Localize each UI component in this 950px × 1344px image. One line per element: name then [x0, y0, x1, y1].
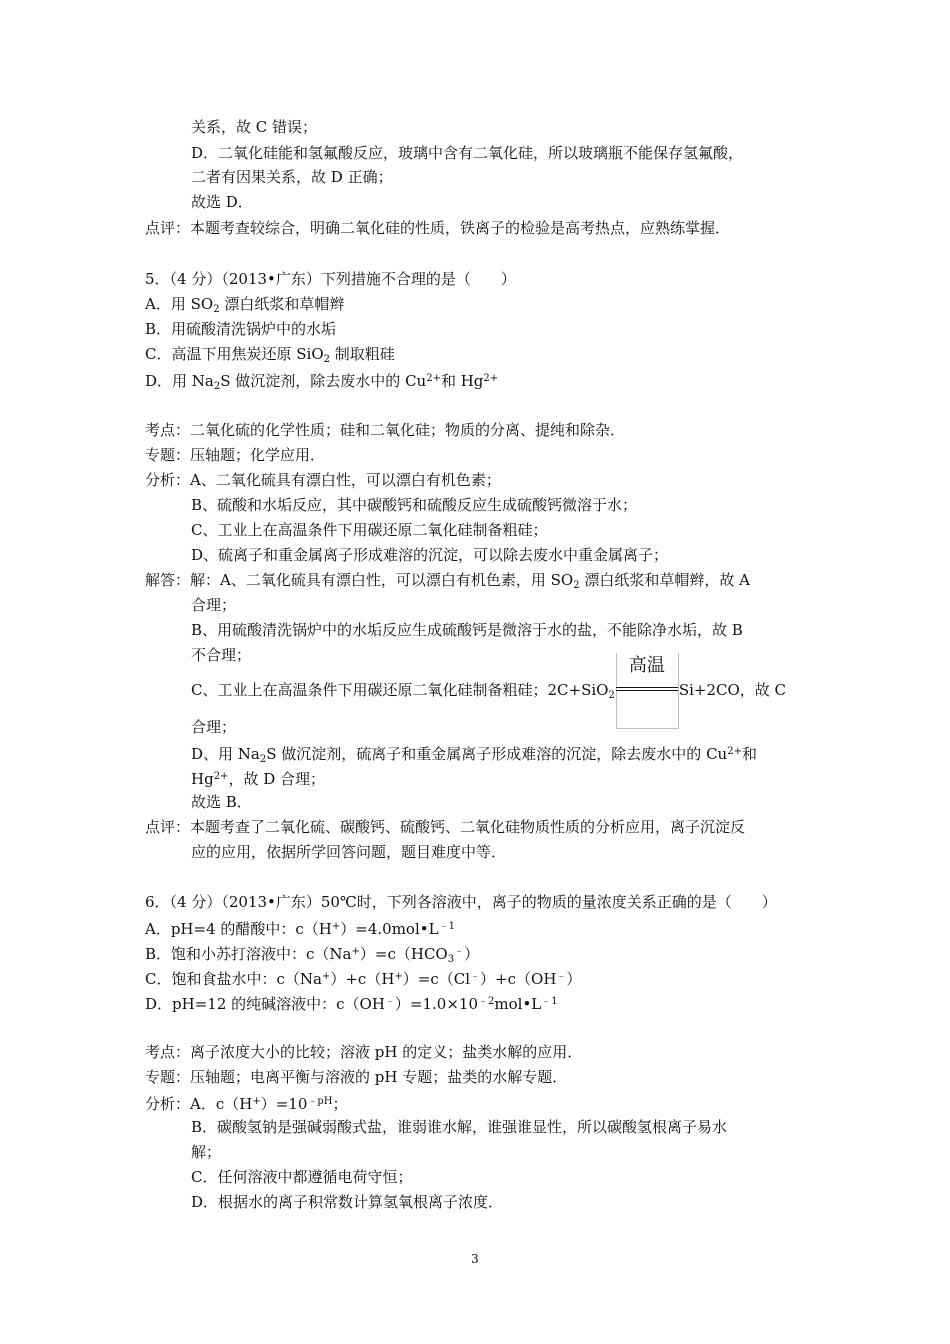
answer-line: 不合理；: [191, 646, 252, 664]
question-stem: 5．（4 分）（2013•广东）下列措施不合理的是（ ）: [145, 270, 516, 288]
kaodian-line: 考点：离子浓度大小的比较；溶液 pH 的定义；盐类水解的应用．: [145, 1043, 583, 1061]
reaction-condition: [616, 655, 678, 699]
analysis-line: 分析：A．$c(H^+)=10^{﹣pH}$；: [145, 1095, 348, 1113]
option-b: B．用硫酸清洗锅炉中的水垢: [145, 320, 337, 338]
answer-equation-line: C、工业上在高温条件下用碳还原二氧化硅制备粗硅；2C+SiO$_2$ 高温 Si+2CO，故 C: [191, 681, 812, 705]
option-d: D．用 $Na_2S$ 做沉淀剂，除去废水中的 $Cu^{2+}$和 $Hg^{2+}$: [145, 372, 499, 392]
option-a: A．pH=4 的醋酸中：$c(H^+)=4.0mol•L^{﹣1}$: [145, 920, 455, 938]
option-b: B．饱和小苏打溶液中：$c(Na^+)=c(HCO_3^﹣)$: [145, 945, 480, 965]
analysis-line: 分析：A、二氧化硫具有漂白性，可以漂白有机色素；: [145, 471, 501, 489]
analysis-line: D、硫离子和重金属离子形成难溶的沉淀，可以除去废水中重金属离子；: [191, 546, 669, 564]
answer-line: 解答：解：A、二氧化硫具有漂白性，可以漂白有机色素，用 $SO_2$ 漂白纸浆和草帽辫，故 A: [145, 571, 750, 591]
zhuanti-line: 专题：压轴题；电离平衡与溶液的 pH 专题；盐类的水解专题．: [145, 1068, 568, 1086]
answer-line: D、用 $Na_2S$ 做沉淀剂，硫离子和重金属离子形成难溶的沉淀，除去废水中的 $Cu^{2+}$和: [191, 745, 757, 765]
text-line: 关系，故 C 错误；: [191, 118, 318, 136]
text-line: 故选 D．: [191, 193, 253, 211]
option-a: A．用 $SO_2$ 漂白纸浆和草帽辫: [145, 295, 345, 315]
analysis-line: B、硫酸和水垢反应，其中碳酸钙和硫酸反应生成硫酸钙微溶于水；: [191, 496, 638, 514]
analysis-line: C、工业上在高温条件下用碳还原二氧化硅制备粗硅；: [191, 521, 548, 539]
option-d: D．pH=12 的纯碱溶液中：$c(OH^﹣)=1.0\times 10^{﹣2}mol•L^{﹣1}$: [145, 995, 558, 1013]
reaction-condition-label: 高温: [628, 655, 665, 676]
answer-line: 合理；: [191, 596, 237, 614]
analysis-line: C．任何溶液中都遵循电荷守恒；: [191, 1168, 413, 1186]
analysis-line: B．碳酸氢钠是强碱弱酸式盐，谁弱谁水解，谁强谁显性，所以碳酸氢根离子易水: [191, 1118, 728, 1136]
comment-line: 点评：本题考查较综合，明确二氧化硅的性质，铁离子的检验是高考热点，应熟练掌握．: [145, 219, 731, 237]
question-stem: 6．（4 分）（2013•广东）50℃时，下列各溶液中，离子的物质的量浓度关系正确的是（ ）: [145, 893, 777, 911]
page-number: 3: [471, 1252, 479, 1266]
option-c: C．饱和食盐水中：c（Na+）+c（H+）=c（Cl﹣）+c（OH﹣）: [145, 970, 582, 988]
text-line: 二者有因果关系，故 D 正确；: [191, 168, 393, 186]
option-c: C．高温下用焦炭还原 SiO$_2$ 制取粗硅: [145, 345, 395, 365]
answer-line: 故选 B．: [191, 793, 252, 811]
kaodian-line: 考点：二氧化硫的化学性质；硅和二氧化硅；物质的分离、提纯和除杂．: [145, 421, 626, 439]
comment-line: 应的应用，依据所学回答问题，题目难度中等．: [191, 843, 507, 861]
zhuanti-line: 专题：压轴题；化学应用．: [145, 446, 326, 464]
analysis-line: 解；: [191, 1143, 222, 1161]
text-line: D．二氧化硅能和氢氟酸反应，玻璃中含有二氧化硅，所以玻璃瓶不能保存氢氟酸，: [191, 144, 744, 162]
answer-line: $Hg^{2+}$，故 D 合理；: [191, 770, 326, 788]
comment-line: 点评：本题考查了二氧化硫、碳酸钙、硫酸钙、二氧化硅物质性质的分析应用，离子沉淀反: [145, 818, 746, 836]
answer-line: 合理；: [191, 718, 237, 736]
analysis-line: D．根据水的离子积常数计算氢氧根离子浓度．: [191, 1193, 504, 1211]
answer-line: B、用硫酸清洗锅炉中的水垢反应生成硫酸钙是微溶于水的盐，不能除净水垢，故 B: [191, 621, 743, 639]
